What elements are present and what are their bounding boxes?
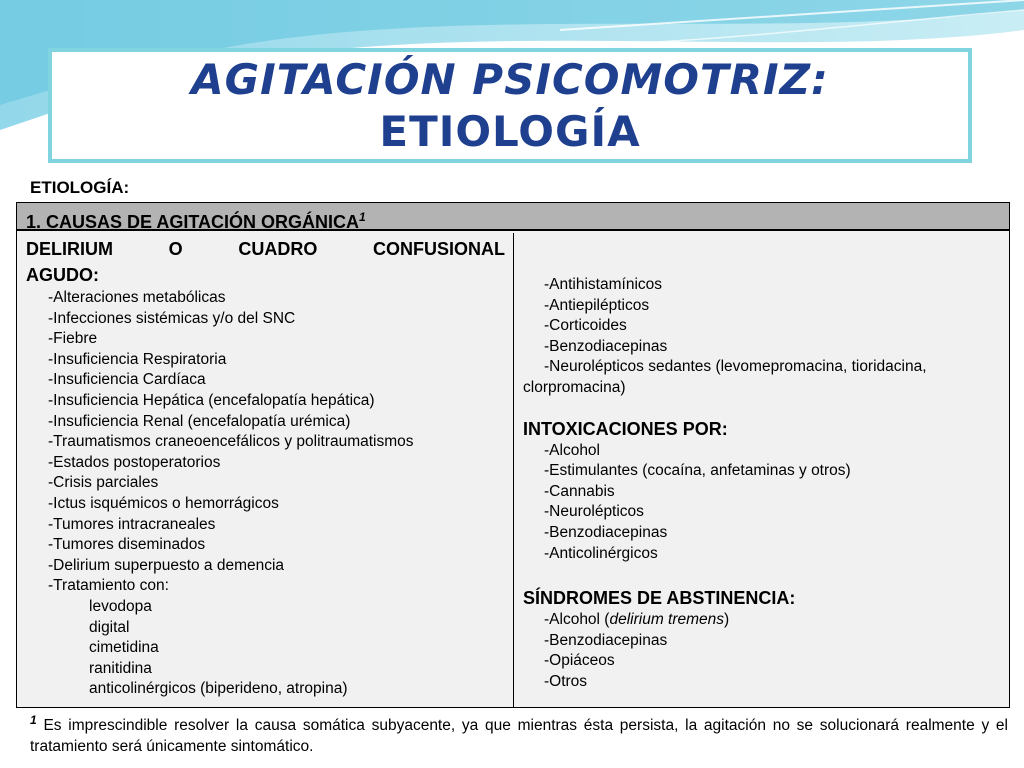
alcohol-italic: delirium tremens — [609, 611, 725, 629]
list-item: -Corticoides — [544, 317, 627, 335]
list-item: -Neurolépticos — [544, 503, 644, 521]
list-item: -Estimulantes (cocaína, anfetaminas y otros) — [544, 462, 851, 480]
etiology-table — [16, 202, 1010, 708]
delirium-list — [17, 288, 513, 700]
table-header-text: 1. CAUSAS DE AGITACIÓN ORGÁNICA — [26, 212, 360, 232]
list-item: -Infecciones sistémicas y/o del SNC — [48, 309, 296, 327]
list-item: -Benzodiacepinas — [544, 337, 668, 355]
list-item: -Alcohol — [544, 441, 600, 459]
delirium-title-word: CUADRO — [238, 239, 318, 259]
alcohol-prefix: -Alcohol ( — [544, 611, 610, 629]
intoxication-section — [515, 399, 1009, 565]
delirium-title — [17, 233, 513, 288]
delirium-column — [17, 233, 514, 707]
list-item: -Antihistamínicos — [544, 276, 663, 293]
list-item: -Insuficiencia Hepática (encefalopatía hepática) — [48, 391, 375, 409]
delirium-title-word: DELIRIUM — [26, 239, 113, 259]
treatment-item: levodopa — [89, 597, 152, 615]
list-item: -Crisis parciales — [48, 474, 159, 492]
list-item: -Fiebre — [48, 330, 98, 348]
subheading: ETIOLOGÍA: — [30, 178, 130, 197]
footnote-text: Es imprescindible resolver la causa somática subyacente, ya que mientras ésta persista, la agitación no se solucionará realmente y el tratamiento será únicamente sintomático. — [30, 717, 1008, 756]
list-item: -Insuficiencia Respiratoria — [48, 350, 227, 368]
list-item: -Benzodiacepinas — [544, 631, 668, 649]
withdrawal-section — [515, 564, 1009, 692]
delirium-title-word: O — [168, 239, 183, 259]
list-item: -Alteraciones metabólicas — [48, 289, 226, 306]
slide-title-line1: AGITACIÓN PSICOMOTRIZ: — [191, 54, 829, 104]
list-item — [523, 610, 1001, 631]
footnote — [30, 710, 1008, 757]
intoxication-title: INTOXICACIONES POR: — [523, 418, 728, 439]
list-item: -Tratamiento con: — [48, 577, 169, 595]
delirium-title-line2: AGUDO: — [26, 265, 99, 285]
title-box — [48, 48, 972, 163]
treatment-item: cimetidina — [89, 639, 159, 657]
list-item: -Tumores diseminados — [48, 536, 206, 554]
treatment-item: ranitidina — [89, 659, 152, 677]
list-item: -Ictus isquémicos o hemorrágicos — [48, 494, 279, 512]
list-item: -Insuficiencia Renal (encefalopatía urémica) — [48, 412, 351, 430]
list-item: -Antiepilépticos — [544, 296, 650, 314]
list-item: -Anticolinérgicos — [544, 544, 658, 562]
list-item: -Cannabis — [544, 482, 615, 500]
treatment-item: anticolinérgicos (biperideno, atropina) — [89, 680, 348, 698]
list-item: -Benzodiacepinas — [544, 523, 668, 541]
list-item: -Neurolépticos sedantes (levomepromacina, tioridacina, — [544, 358, 927, 376]
drug-list — [515, 233, 1009, 399]
list-item: -Opiáceos — [544, 652, 615, 670]
list-item: -Tumores intracraneales — [48, 515, 216, 533]
right-column — [515, 233, 1009, 707]
list-item: -Delirium superpuesto a demencia — [48, 556, 285, 574]
list-item-continuation: clorpromacina) — [523, 378, 626, 396]
delirium-title-word: CONFUSIONAL — [372, 239, 505, 259]
list-item: -Estados postoperatorios — [48, 453, 221, 471]
slide-title-line2: ETIOLOGÍA — [379, 106, 641, 156]
treatment-item: digital — [89, 618, 130, 636]
table-header — [17, 203, 1009, 231]
footnote-mark: 1 — [30, 713, 37, 727]
list-item: -Otros — [544, 672, 588, 690]
alcohol-suffix: ) — [724, 611, 730, 629]
table-header-footnote-mark: 1 — [359, 210, 366, 224]
withdrawal-title: SÍNDROMES DE ABSTINENCIA: — [523, 588, 796, 609]
list-item: -Traumatismos craneoencefálicos y politraumatismos — [48, 433, 414, 451]
list-item: -Insuficiencia Cardíaca — [48, 371, 206, 389]
